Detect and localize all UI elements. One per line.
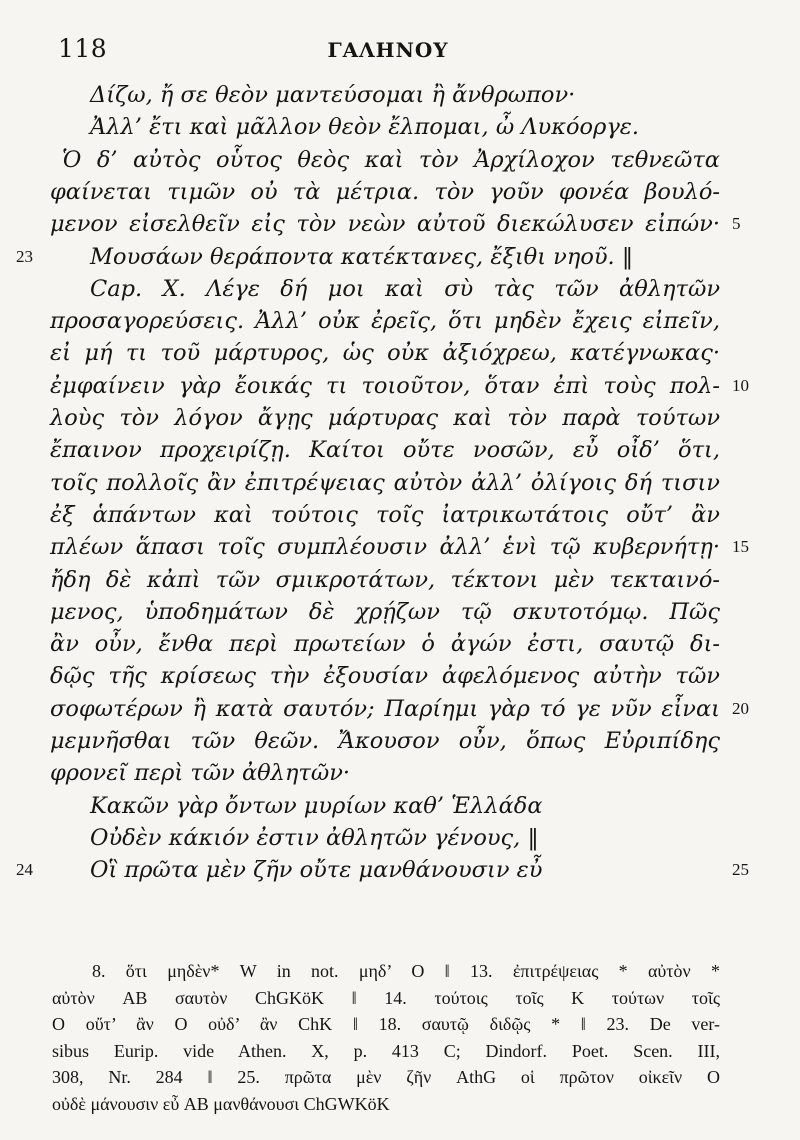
line-number: 5: [732, 214, 741, 234]
text-line: Μουσάων θεράποντα κατέκτανες, ἔξιθι νηοῦ. ‖: [90, 243, 634, 270]
running-head: ΓΑΛΗΝΟΥ: [327, 38, 449, 62]
text-line: ἂν οὖν, ἔνθα περὶ πρωτείων ὁ ἀγών ἐστι, σαυτῷ δι-: [50, 631, 720, 658]
text-line: δῷς τῆς κρίσεως τὴν ἐξουσίαν ἀφελόμενος αὐτὴν τῶν: [50, 663, 720, 690]
text-line: Ὁ δ’ αὐτὸς οὗτος θεὸς καὶ τὸν Ἀρχίλοχον τεθνεῶτα: [62, 146, 720, 173]
line-number: 25: [732, 860, 749, 880]
text-line: Ἀλλ’ ἔτι καὶ μᾶλλον θεὸν ἔλπομαι, ὦ Λυκόοργε.: [90, 114, 639, 141]
text-line: σοφωτέρων ἢ κατὰ σαυτόν; Παρίημι γὰρ τό γε νῦν εἶναι: [50, 695, 720, 722]
text-line: Οἳ πρῶτα μὲν ζῆν οὔτε μανθάνουσιν εὖ: [90, 857, 543, 884]
text-line: Οὐδὲν κάκιόν ἐστιν ἀθλητῶν γένους, ‖: [90, 824, 539, 851]
footnote-line: αὐτὸν AB σαυτὸν ChGKöK ‖ 14. τούτοις τοῖς K τούτων τοῖς: [52, 987, 720, 1008]
text-line: τοῖς πολλοῖς ἂν ἐπιτρέψειας αὐτὸν ἀλλ’ ὀλίγοις δή τισιν: [50, 469, 720, 496]
text-line: φρονεῖ περὶ τῶν ἀθλητῶν·: [50, 760, 351, 787]
text-line: μενος, ὑποδημάτων δὲ χρῄζων τῷ σκυτοτόμῳ. Πῶς: [50, 598, 720, 625]
text-line: πλέων ἅπασι τοῖς συμπλέουσιν ἀλλ’ ἑνὶ τῷ κυβερνήτῃ·: [50, 534, 720, 561]
text-line: ἤδη δὲ κἀπὶ τῶν σμικροτάτων, τέκτονι μὲν τεκταινό-: [50, 566, 720, 593]
footnote-line: 8. ὅτι μηδὲν* W in not. μηδ’ O ‖ 13. ἐπιτρέψειας * αὐτὸν *: [92, 961, 720, 981]
text-line: προσαγορεύσεις. Ἀλλ’ οὐκ ἐρεῖς, ὅτι μηδὲν ἔχεις εἰπεῖν,: [50, 308, 720, 335]
margin-ref-left: 23: [16, 246, 33, 266]
line-number: 10: [732, 375, 749, 395]
text-line: λοὺς τὸν λόγον ἄγῃς μάρτυρας καὶ τὸν παρὰ τούτων: [50, 405, 720, 431]
page-number: 118: [58, 34, 108, 63]
text-line: Δίζω, ἤ σε θεὸν μαντεύσομαι ἢ ἄνθρωπον·: [90, 82, 576, 108]
text-line: ἐμφαίνειν γὰρ ἔοικάς τι τοιοῦτον, ὅταν ἐπὶ τοὺς πολ-: [50, 372, 720, 399]
text-line: ἐξ ἁπάντων καὶ τούτοις τοῖς ἰατρικωτάτοις οὔτ’ ἂν: [50, 501, 720, 528]
text-line: μενον εἰσελθεῖν εἰς τὸν νεὼν αὐτοῦ διεκώλυσεν εἰπών·: [50, 211, 720, 238]
text-line: μεμνῆσθαι τῶν θεῶν. Ἄκουσον οὖν, ὅπως Εὐριπίδης: [50, 728, 720, 754]
text-line: φαίνεται τιμῶν οὐ τὰ μέτρια. τὸν γοῦν φονέα βουλό-: [50, 178, 720, 205]
footnote-line: O οὔτ’ ἂν O οὐδ’ ἂν ChK ‖ 18. σαυτῷ διδῷς * ‖ 23. De ver-: [52, 1014, 720, 1034]
line-number: 20: [732, 698, 749, 718]
text-line: ἔπαινον προχειρίζῃ. Καίτοι οὔτε νοσῶν, εὖ οἶδ’ ὅτι,: [50, 437, 720, 464]
footnote-line: οὐδὲ μάνουσιν εὖ AB μανθάνουσι ChGWKöK: [52, 1093, 390, 1114]
text-line: Cap. X. Λέγε δή μοι καὶ σὺ τὰς τῶν ἀθλητῶν: [90, 275, 720, 302]
line-number: 15: [732, 537, 749, 557]
margin-ref-left: 24: [16, 860, 33, 880]
page-header: [58, 34, 718, 64]
text-line: εἰ μή τι τοῦ μάρτυρος, ὡς οὐκ ἀξιόχρεω, κατέγνωκας·: [50, 340, 720, 367]
text-line: Κακῶν γὰρ ὄντων μυρίων καθ’ Ἑλλάδα: [90, 792, 543, 819]
footnote-line: 308, Nr. 284 ‖ 25. πρῶτα μὲν ζῆν AthG οἱ πρῶτον οἰκεῖν O: [52, 1067, 720, 1087]
footnote-line: sibus Eurip. vide Athen. X, p. 413 C; Dindorf. Poet. Scen. III,: [52, 1040, 720, 1061]
